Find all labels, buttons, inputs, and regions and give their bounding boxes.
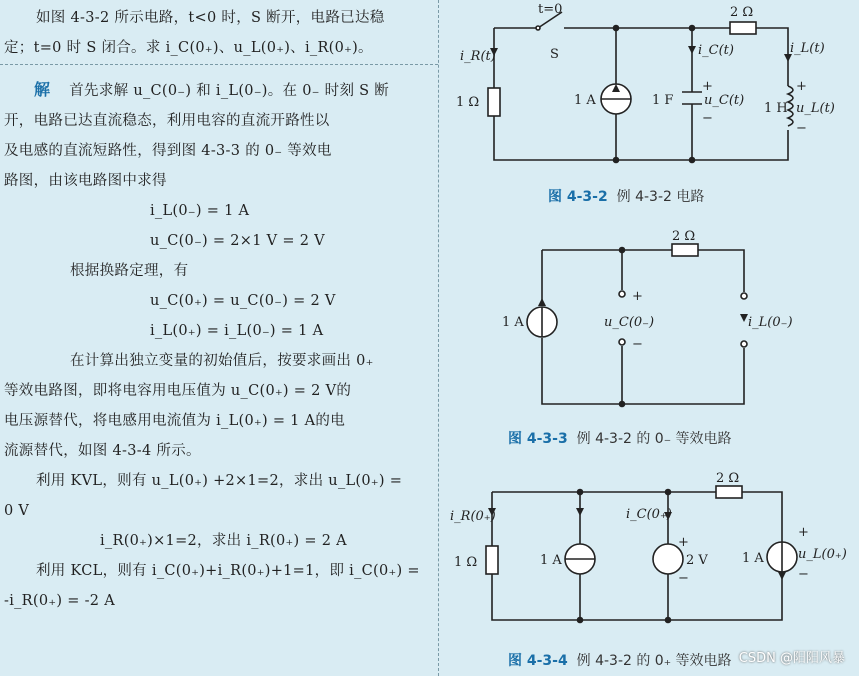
label-iR: i_R(t) xyxy=(460,49,496,64)
equation-4: i_L(0₊) = i_L(0₋) = 1 A xyxy=(150,323,324,339)
label-iC: i_C(t) xyxy=(698,43,734,58)
node xyxy=(690,26,695,31)
arrow-icon xyxy=(740,314,748,322)
node xyxy=(578,618,583,623)
problem-line-2: 定；t=0 时 S 闭合。求 i_C(0₊)、u_L(0₊)、i_R(0₊)。 xyxy=(4,40,373,56)
capacitor xyxy=(682,92,702,104)
node xyxy=(614,26,619,31)
solution-line-12: i_R(0₊)×1=2，求出 i_R(0₊) = 2 A xyxy=(100,533,347,549)
solution-line-10: 利用 KVL，则有 u_L(0₊) +2×1=2，求出 u_L(0₊) = xyxy=(36,473,403,489)
label-uC: u_C(0₋) xyxy=(604,315,655,330)
label-isrc-right: 1 A xyxy=(742,551,764,566)
node xyxy=(690,158,695,163)
label-vsrc: 2 V xyxy=(686,553,708,568)
arrow-icon xyxy=(538,298,546,306)
terminal xyxy=(741,293,747,299)
solution-line-1: 解 首先求解 u_C(0₋) 和 i_L(0₋)。在 0₋ 时刻 S 断 xyxy=(34,80,390,99)
label-plus: + xyxy=(796,79,807,94)
arrow-icon xyxy=(778,572,786,580)
label-iL: i_L(0₋) xyxy=(748,315,793,330)
label-ind: 1 H xyxy=(764,101,788,116)
label-plus: + xyxy=(678,535,689,550)
solution-line-4: 路图，由该电路图中求得 xyxy=(4,173,167,189)
solution-line-3: 及电感的直流短路性，得到图 4-3-3 的 0₋ 等效电 xyxy=(4,143,332,159)
solution-line-7: 等效电路图，即将电容用电压值为 u_C(0₊) = 2 V的 xyxy=(4,383,352,399)
label-minus: − xyxy=(798,567,809,582)
solution-line-5: 根据换路定理，有 xyxy=(70,263,189,279)
equation-1: i_L(0₋) = 1 A xyxy=(150,203,250,219)
node xyxy=(666,618,671,623)
label-res-top: 2 Ω xyxy=(716,471,740,486)
label-iC: i_C(0₊) xyxy=(626,507,672,522)
label-source: 1 A xyxy=(540,553,562,568)
node xyxy=(666,490,671,495)
label-source: 1 A xyxy=(574,93,596,108)
node xyxy=(620,402,625,407)
resistor-2ohm xyxy=(672,244,698,256)
label-res-left: 1 Ω xyxy=(456,95,480,110)
circuit-fig-4-3-2 xyxy=(446,0,856,182)
fig-caption-4-3-2: 图 4-3-2 例 4-3-2 电路 xyxy=(548,189,705,205)
watermark: CSDN @阳阳风暴 xyxy=(738,651,845,666)
label-minus: − xyxy=(702,111,713,126)
terminal xyxy=(741,341,747,347)
fig-caption-4-3-3: 图 4-3-3 例 4-3-2 的 0₋ 等效电路 xyxy=(508,431,732,447)
label-res-left: 1 Ω xyxy=(454,555,478,570)
label-plus: + xyxy=(798,525,809,540)
resistor-2ohm xyxy=(730,22,756,34)
label-minus: − xyxy=(632,337,643,352)
label-minus: − xyxy=(678,571,689,586)
label-res-top: 2 Ω xyxy=(730,5,754,20)
label-iL: i_L(t) xyxy=(790,41,825,56)
solution-line-8: 电压源替代，将电感用电流值为 i_L(0₊) = 1 A的电 xyxy=(4,413,345,429)
arrow-icon xyxy=(576,508,584,516)
solution-line-6: 在计算出独立变量的初始值后，按要求画出 0₊ xyxy=(70,353,374,369)
label-minus: − xyxy=(796,121,807,136)
label-switch-time: t=0 xyxy=(538,2,563,17)
solution-line-13: 利用 KCL，则有 i_C(0₊)+i_R(0₊)+1=1，即 i_C(0₊) = xyxy=(36,563,420,579)
wire xyxy=(698,250,744,292)
label-switch: S xyxy=(550,47,559,62)
solution-line-14: -i_R(0₊) = -2 A xyxy=(4,593,115,609)
label-iR: i_R(0₊) xyxy=(450,509,496,524)
resistor-1ohm xyxy=(486,546,498,574)
section-divider xyxy=(0,64,438,65)
equation-2: u_C(0₋) = 2×1 V = 2 V xyxy=(150,233,325,249)
label-res-top: 2 Ω xyxy=(672,229,696,244)
solution-line-2: 开，电路已达直流稳态，利用电容的直流开路性以 xyxy=(4,113,330,129)
label-plus: + xyxy=(632,289,643,304)
solution-line-9: 流源替代，如图 4-3-4 所示。 xyxy=(4,443,201,459)
circuit-fig-4-3-4 xyxy=(446,470,856,650)
node xyxy=(620,248,625,253)
label-uL: u_L(0₊) xyxy=(798,547,847,562)
solution-line-11: 0 V xyxy=(4,503,30,519)
circuit-fig-4-3-3 xyxy=(446,226,856,422)
label-cap: 1 F xyxy=(652,93,674,108)
label-uC: u_C(t) xyxy=(704,93,745,108)
arrow-icon xyxy=(688,46,696,54)
label-plus: + xyxy=(702,79,713,94)
wire xyxy=(756,28,788,86)
terminal xyxy=(619,339,625,345)
column-divider xyxy=(438,0,439,676)
inductor xyxy=(788,86,793,126)
label-source: 1 A xyxy=(502,315,524,330)
solution-label: 解 xyxy=(34,80,51,99)
equation-3: u_C(0₊) = u_C(0₋) = 2 V xyxy=(150,293,336,309)
switch-contact xyxy=(536,26,540,30)
fig-caption-4-3-4: 图 4-3-4 例 4-3-2 的 0₊ 等效电路 xyxy=(508,653,732,669)
node xyxy=(578,490,583,495)
resistor-2ohm xyxy=(716,486,742,498)
resistor-1ohm xyxy=(488,88,500,116)
terminal xyxy=(619,291,625,297)
problem-line-1: 如图 4-3-2 所示电路，t<0 时，S 断开，电路已达稳 xyxy=(36,10,385,26)
node xyxy=(614,158,619,163)
label-uL: u_L(t) xyxy=(796,101,835,116)
